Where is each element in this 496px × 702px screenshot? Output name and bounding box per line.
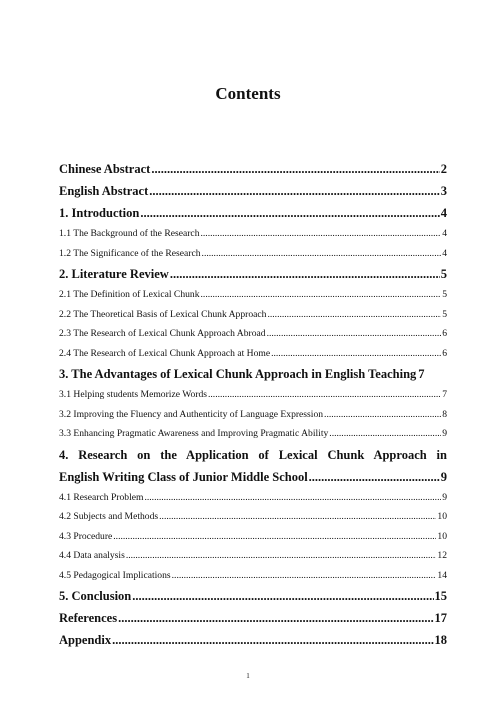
dot-leader: [113, 527, 436, 547]
toc-entry-page: 4: [442, 247, 447, 259]
dot-leader: [132, 585, 433, 607]
toc-entry-page: 3: [440, 184, 447, 198]
toc-entry-label: 1. Introduction: [59, 206, 140, 220]
toc-entry-research-application[interactable]: [59, 444, 447, 488]
toc-entry-label: 1.2 The Significance of the Research: [59, 247, 201, 259]
toc-entry-2-2[interactable]: [59, 305, 447, 325]
toc-entry-page: 5: [442, 289, 447, 300]
toc-entry-appendix[interactable]: [59, 629, 447, 651]
dot-leader: [172, 566, 437, 586]
toc-entry-label: 2.2 The Theoretical Basis of Lexical Chunk Approach: [59, 308, 267, 320]
dot-leader: [118, 607, 433, 629]
toc-entry-label: References: [59, 611, 118, 625]
toc-entry-page: 7: [418, 367, 425, 381]
toc-entry-label: 4.1 Research Problem: [59, 491, 144, 503]
toc-entry-label: Chinese Abstract: [59, 162, 151, 176]
toc-entry-page: 17: [434, 611, 447, 625]
toc-entry-3-3[interactable]: [59, 424, 447, 444]
dot-leader: [267, 324, 442, 344]
toc-entry-label: 4.4 Data analysis: [59, 550, 125, 561]
toc-entry-references[interactable]: [59, 607, 447, 629]
toc-entry-page: 6: [442, 328, 447, 339]
page-title: Contents: [215, 84, 281, 103]
toc-entry-page: 9: [440, 469, 447, 484]
toc-entry-label: 3.2 Improving the Fluency and Authenticity of Language Expression: [59, 408, 324, 420]
toc-entry-page: 10: [437, 530, 447, 542]
toc-entry-1-1[interactable]: [59, 224, 447, 244]
toc-entry-label: Appendix: [59, 633, 112, 647]
toc-entry-page: 8: [442, 408, 447, 420]
toc-entry-2-4[interactable]: [59, 344, 447, 364]
dot-leader: [140, 202, 439, 224]
toc-entry-page: 7: [442, 389, 447, 400]
dot-leader: [201, 285, 442, 305]
toc-entry-page: 15: [434, 589, 447, 603]
dot-leader: [126, 546, 437, 566]
toc-entry-2-3[interactable]: [59, 324, 447, 344]
toc-entry-advantages[interactable]: [59, 363, 447, 385]
dot-leader: [170, 263, 440, 285]
toc-entry-label: 2.3 The Research of Lexical Chunk Approach Abroad: [59, 328, 266, 339]
toc-entry-page: 4: [440, 206, 447, 220]
dot-leader: [202, 244, 442, 264]
toc-entry-chinese-abstract[interactable]: [59, 158, 447, 180]
toc-entry-label: 1.1 The Background of the Research: [59, 228, 200, 239]
dot-leader: [208, 385, 441, 405]
toc-entry-label: 5. Conclusion: [59, 589, 132, 603]
toc-entry-label: English Abstract: [59, 184, 149, 198]
toc-entry-3-2[interactable]: [59, 405, 447, 425]
toc-entry-label: 3. The Advantages of Lexical Chunk Approach in English Teaching: [59, 367, 417, 381]
toc-entry-label: 2.1 The Definition of Lexical Chunk: [59, 289, 200, 300]
dot-leader: [201, 224, 442, 244]
toc-entry-label: 4.5 Pedagogical Implications: [59, 569, 171, 581]
toc-entry-english-abstract[interactable]: [59, 180, 447, 202]
toc-entry-page: 6: [442, 347, 447, 359]
toc-entry-4-1[interactable]: [59, 488, 447, 508]
toc-entry-literature-review[interactable]: [59, 263, 447, 285]
dot-leader: [149, 180, 439, 202]
footer-page-number: 1: [246, 672, 250, 680]
toc-entry-label: 3.3 Enhancing Pragmatic Awareness and Improving Pragmatic Ability: [59, 428, 329, 439]
toc-entry-page: 4: [442, 228, 447, 239]
toc-entry-page: 5: [440, 267, 447, 281]
toc-entry-1-2[interactable]: [59, 244, 447, 264]
dot-leader: [309, 466, 440, 488]
dot-leader: [324, 405, 441, 425]
toc-entry-label: 2. Literature Review: [59, 267, 169, 281]
toc-entry-4-5[interactable]: [59, 566, 447, 586]
dot-leader: [112, 629, 433, 651]
toc-entry-4-3[interactable]: [59, 527, 447, 547]
toc-entry-page: 9: [442, 428, 447, 439]
dot-leader: [159, 507, 436, 527]
toc-entry-label-line1: 4. Research on the Application of Lexical Chunk Approach in: [59, 447, 447, 462]
dot-leader: [151, 158, 439, 180]
dot-leader: [267, 305, 441, 325]
toc-entry-label: 4.2 Subjects and Methods: [59, 511, 159, 522]
toc-entry-2-1[interactable]: [59, 285, 447, 305]
toc-entry-page: 5: [442, 308, 447, 320]
toc-entry-label: 2.4 The Research of Lexical Chunk Approach at Home: [59, 347, 271, 359]
toc-entry-label-line2: English Writing Class of Junior Middle School: [59, 469, 308, 484]
dot-leader: [271, 344, 441, 364]
dot-leader: [329, 424, 441, 444]
toc-entry-introduction[interactable]: [59, 202, 447, 224]
toc-entry-page: 10: [437, 511, 447, 522]
toc-entry-4-2[interactable]: [59, 507, 447, 527]
dot-leader: [144, 488, 441, 508]
toc-entry-page: 14: [437, 569, 447, 581]
toc-entry-3-1[interactable]: [59, 385, 447, 405]
table-of-contents: [59, 158, 447, 651]
toc-entry-page: 18: [434, 633, 447, 647]
toc-entry-4-4[interactable]: [59, 546, 447, 566]
toc-entry-label: 4.3 Procedure: [59, 530, 113, 542]
toc-entry-page: 9: [442, 491, 447, 503]
toc-entry-label: 3.1 Helping students Memorize Words: [59, 389, 207, 400]
toc-entry-conclusion[interactable]: [59, 585, 447, 607]
toc-entry-page: 12: [437, 550, 447, 561]
toc-entry-page: 2: [440, 162, 447, 176]
